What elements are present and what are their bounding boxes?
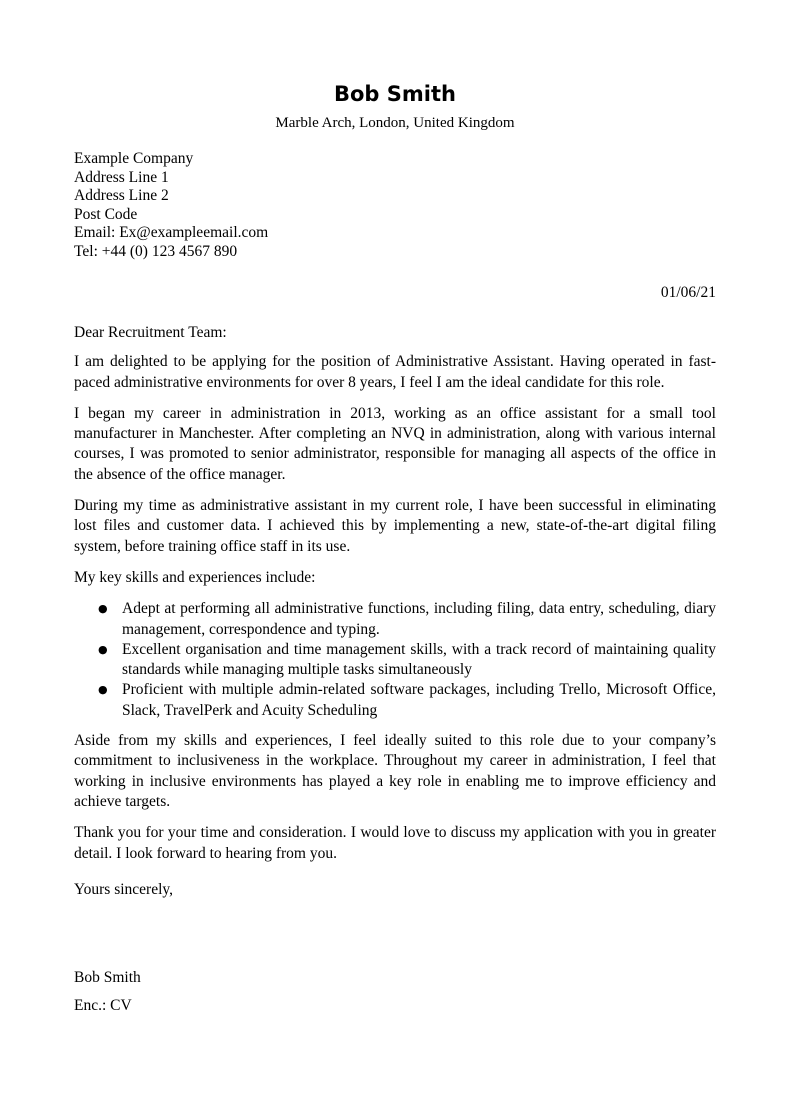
skill-text: Adept at performing all administrative functions, including filing, data entry, scheduling, diary management, correspondence and typing. — [122, 600, 716, 638]
letter-body — [74, 323, 716, 875]
bullet-icon: ● — [98, 602, 108, 616]
recipient-address-line-2: Address Line 2 — [74, 187, 169, 205]
skill-text: Excellent organisation and time management skills, with a track record of maintaining quality standards while managing multiple tasks simultaneously — [122, 640, 716, 679]
paragraph-culture-fit: Aside from my skills and experiences, I feel ideally suited to this role due to your company’s commitment to inclusiveness in the workplace. Throughout my career in administration, I feel that working in inclusive environments has played a key role in enabling me to improve efficiency and achieve targets. — [74, 732, 716, 810]
recipient-address-line-1: Address Line 1 — [74, 168, 169, 186]
salutation: Dear Recruitment Team: — [74, 324, 227, 341]
skill-text: Proficient with multiple admin-related software packages, including Trello, Microsoft Office, Slack, TravelPerk and Acuity Scheduling — [122, 681, 716, 719]
enclosure-note: Enc.: CV — [74, 997, 132, 1014]
paragraph-achievement: During my time as administrative assistant in my current role, I have been successful in eliminating lost files and customer data. I achieved this by implementing a new, state-of-the-art digital filing system, before training office staff in its use. — [74, 497, 716, 555]
list-item — [74, 680, 716, 721]
sender-location: Marble Arch, London, United Kingdom — [275, 115, 515, 131]
recipient-tel: Tel: +44 (0) 123 4567 890 — [74, 242, 238, 260]
recipient-address-block — [74, 150, 268, 262]
bullet-icon: ● — [98, 683, 108, 697]
paragraph-thanks: Thank you for your time and consideration. I would love to discuss my application with you in greater detail. I look forward to hearing from you. — [74, 824, 716, 862]
recipient-email: Email: Ex@exampleemail.com — [74, 224, 269, 242]
signature-name: Bob Smith — [74, 969, 141, 986]
paragraph-intro: I am delighted to be applying for the position of Administrative Assistant. Having operated in fast-paced administrative environments for over 8 years, I feel I am the ideal candidate for this role. — [74, 353, 716, 391]
list-item — [74, 640, 716, 681]
letter-date: 01/06/21 — [660, 284, 716, 301]
list-item — [74, 599, 716, 640]
recipient-company: Example Company — [74, 150, 194, 167]
skills-list — [74, 599, 716, 721]
sender-name: Bob Smith — [334, 82, 456, 106]
sign-off: Yours sincerely, — [74, 881, 174, 898]
paragraph-skills-intro: My key skills and experiences include: — [74, 568, 316, 586]
bullet-icon: ● — [98, 642, 108, 656]
paragraph-career: I began my career in administration in 2013, working as an office assistant for a small tool manufacturer in Manchester. After completing an NVQ in administration, along with various internal courses, I was promoted to senior administrator, responsible for managing all aspects of the office in the absence of the office manager. — [74, 404, 716, 483]
recipient-post-code: Post Code — [74, 205, 138, 223]
